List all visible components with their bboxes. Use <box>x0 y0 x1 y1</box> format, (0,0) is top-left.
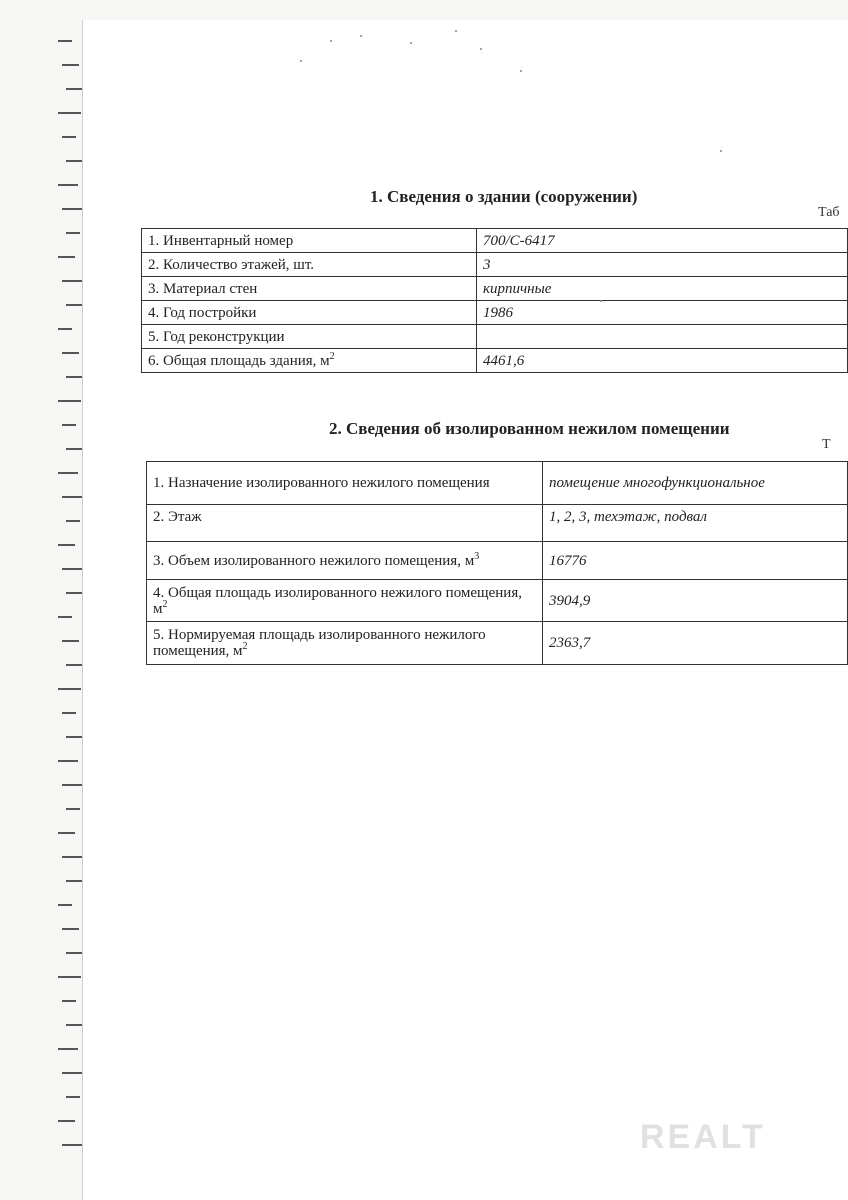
row-label-text: 3. Объем изолированного нежилого помещения, м <box>153 552 475 569</box>
binding-tick <box>62 424 76 426</box>
section1-edge-mark: Таб <box>818 205 840 220</box>
table-row <box>142 277 848 301</box>
scan-speckle <box>300 60 302 62</box>
binding-tick <box>58 256 75 258</box>
binding-tick <box>58 616 72 618</box>
binding-tick <box>62 280 82 282</box>
row-value: 3 <box>477 253 848 277</box>
scan-speckle <box>360 35 362 37</box>
binding-tick <box>58 472 78 474</box>
table-row <box>142 325 848 349</box>
binding-tick <box>58 1120 75 1122</box>
table-row <box>142 301 848 325</box>
binding-tick <box>62 64 79 66</box>
binding-tick <box>66 232 80 234</box>
row-value: 3904,9 <box>543 580 848 622</box>
row-label: 2. Количество этажей, шт. <box>142 253 477 277</box>
binding-tick <box>62 1000 76 1002</box>
binding-tick <box>66 1024 83 1026</box>
binding-edge <box>0 0 78 1200</box>
section1-title: 1. Сведения о здании (сооружении) <box>370 187 638 206</box>
row-value: помещение многофункциональное <box>543 462 848 505</box>
row-label <box>147 580 543 622</box>
table-row <box>142 229 848 253</box>
section2-title: 2. Сведения об изолированном нежилом помещении <box>329 419 730 438</box>
table-row <box>147 622 848 665</box>
binding-tick <box>62 136 76 138</box>
binding-tick <box>66 1096 80 1098</box>
binding-tick <box>58 1048 78 1050</box>
binding-tick <box>66 808 80 810</box>
table-row <box>147 462 848 505</box>
row-value: 1, 2, 3, техэтаж, подвал <box>543 505 848 542</box>
row-label: 1. Назначение изолированного нежилого помещения <box>147 462 543 505</box>
unit-superscript: 2 <box>242 641 248 652</box>
row-value: 700/С-6417 <box>477 229 848 253</box>
table-row <box>147 505 848 542</box>
premises-info-table <box>146 461 848 665</box>
row-label: 5. Год реконструкции <box>142 325 477 349</box>
binding-tick <box>58 328 72 330</box>
row-label-text: 6. Общая площадь здания, м <box>148 352 330 369</box>
row-value: 16776 <box>543 542 848 580</box>
binding-tick <box>62 712 76 714</box>
row-label: 3. Материал стен <box>142 277 477 301</box>
unit-superscript: 2 <box>329 350 335 362</box>
scan-speckle <box>410 42 412 44</box>
binding-tick <box>58 40 72 42</box>
binding-tick <box>58 760 78 762</box>
row-value: 1986 <box>477 301 848 325</box>
row-value: кирпичные <box>477 277 848 301</box>
row-label-text: 5. Нормируемая площадь изолированного нежилого помещения, м <box>153 627 486 659</box>
unit-superscript: 3 <box>474 550 480 562</box>
building-info-table <box>141 228 848 373</box>
row-value <box>477 325 848 349</box>
unit-superscript: 2 <box>162 598 168 610</box>
binding-tick <box>66 160 83 162</box>
scan-speckle <box>720 150 722 152</box>
binding-tick <box>62 640 79 642</box>
row-label <box>142 349 477 373</box>
row-label: 4. Год постройки <box>142 301 477 325</box>
row-label-text: 4. Общая площадь изолированного нежилого помещения, м <box>153 584 522 617</box>
binding-tick <box>58 112 81 114</box>
binding-tick <box>58 832 75 834</box>
row-label: 2. Этаж <box>147 505 543 542</box>
row-value: 2363,7 <box>543 622 848 665</box>
binding-tick <box>62 352 79 354</box>
table-row <box>142 253 848 277</box>
realt-watermark: REALT <box>640 1118 766 1156</box>
row-label <box>147 622 543 665</box>
binding-tick <box>62 568 82 570</box>
binding-tick <box>66 448 83 450</box>
scan-speckle <box>600 300 602 302</box>
binding-tick <box>58 544 75 546</box>
binding-tick <box>58 976 81 978</box>
binding-tick <box>58 400 81 402</box>
binding-tick <box>58 688 81 690</box>
binding-tick <box>62 928 79 930</box>
scan-speckle <box>480 48 482 50</box>
row-label <box>147 542 543 580</box>
scan-speckle <box>330 40 332 42</box>
scan-speckle <box>520 70 522 72</box>
section2-edge-mark: Т <box>822 437 831 452</box>
table-row <box>142 349 848 373</box>
binding-tick <box>58 184 78 186</box>
binding-tick <box>62 1144 82 1146</box>
binding-tick <box>62 856 82 858</box>
binding-tick <box>66 520 80 522</box>
scan-speckle <box>455 30 457 32</box>
row-value: 4461,6 <box>477 349 848 373</box>
binding-tick <box>66 736 83 738</box>
binding-tick <box>58 904 72 906</box>
row-label: 1. Инвентарный номер <box>142 229 477 253</box>
table-row <box>147 580 848 622</box>
table-row <box>147 542 848 580</box>
